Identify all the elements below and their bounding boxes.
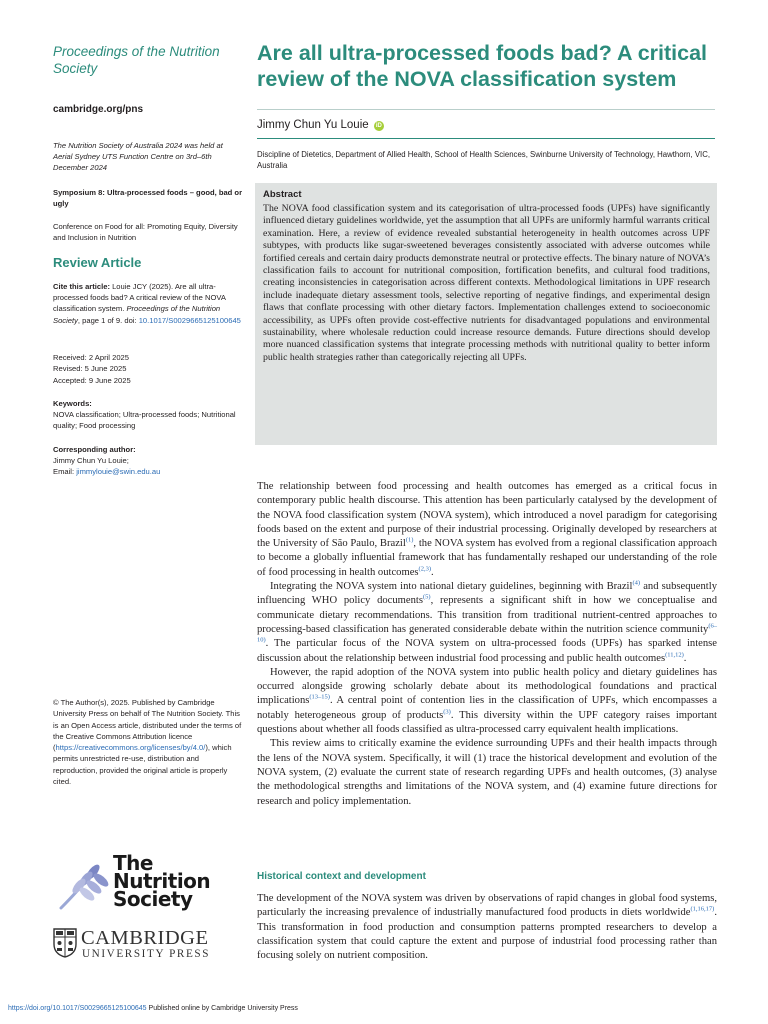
reference-link[interactable]: (3)	[443, 708, 451, 716]
nutrition-society-logo[interactable]	[57, 852, 247, 916]
corresponding-label: Corresponding author:	[53, 445, 136, 454]
p5-text-1: The development of the NOVA system was driven by observations of rapid changes in global food systems, particularly the increasing prevalence of industrially manufactured food products in diets worldwide	[257, 893, 717, 919]
p1-text-3: .	[431, 566, 434, 578]
body-paragraph-4: This review aims to critically examine the evidence surrounding UPFs and their health impacts through the lens of the NOVA system. Specifically, it will (1) trace the historical development and evolution of the NOVA system, (2) evaluate the current state of research regarding UPFs and health outcomes, (3) analyse the methodological strengths and limitations of the NOVA system, and (4) examine future directions for research and policy implementation.	[257, 738, 717, 807]
reference-link[interactable]: (1)	[405, 536, 414, 544]
cambridge-press-wordmark: UNIVERSITY PRESS	[82, 948, 211, 960]
citation-block	[53, 281, 245, 326]
nutrition-society-wordmark	[113, 851, 211, 911]
meeting-note: The Nutrition Society of Australia 2024 was held at Aerial Sydney UTS Function Centre on 3rd–6th December 2024	[53, 141, 223, 173]
article-title: Are all ultra-processed foods bad? A critical review of the NOVA classification system	[257, 41, 708, 91]
reference-link[interactable]: (1,16,17)	[690, 905, 715, 913]
conference-title: Conference on Food for all: Promoting Equity, Diversity and Inclusion in Nutrition	[53, 222, 238, 243]
citation-text: Louie JCY (2025). Are all ultra-processed foods bad? A critical review of the NOVA classification system.	[53, 282, 226, 314]
author-divider	[257, 138, 715, 139]
abstract-box	[255, 183, 717, 445]
keywords-text: NOVA classification; Ultra-processed foods; Nutritional quality; Food processing	[53, 410, 236, 431]
journal-url[interactable]: cambridge.org/pns	[53, 104, 144, 115]
citation-label: Cite this article:	[53, 282, 110, 291]
body-paragraph-3	[257, 666, 717, 737]
p5-text-2: . This transformation in food production and consumption patterns prompted researchers to develop a classification system that could capture the extent and purpose of industrial food processing rather than focusing solely on nutrient composition.	[257, 907, 717, 962]
section-heading: Historical context and development	[257, 871, 426, 882]
wheat-icon	[57, 862, 109, 912]
cambridge-wordmark: CAMBRIDGE	[81, 927, 209, 949]
email-link[interactable]: jimmylouie@swin.edu.au	[76, 467, 161, 477]
p2-text-5: .	[683, 652, 687, 664]
society-line-2: Nutrition	[113, 869, 211, 893]
license-text	[53, 697, 245, 787]
cambridge-shield-icon	[53, 928, 77, 958]
revised-date: Revised: 5 June 2025	[53, 364, 127, 374]
society-line-3: Society	[113, 887, 193, 911]
p2-text-4: . The particular focus of the NOVA system on ultra-processed foods (UPFs) has sparked intense discussion about the relationship between industrial food processing and public health outcomes	[257, 638, 717, 664]
corresponding-name: Jimmy Chun Yu Louie;	[53, 456, 129, 466]
body-paragraph-1	[257, 480, 717, 580]
license-text-after: ), which permits unrestricted re-use, distribution and reproduction, provided the original article is properly cited.	[53, 743, 232, 787]
keywords-label: Keywords:	[53, 399, 92, 408]
citation-doi-link[interactable]: 10.1017/S0029665125100645	[138, 315, 241, 325]
article-type: Review Article	[53, 255, 142, 270]
reference-link[interactable]: (6–10)	[257, 622, 717, 644]
p2-text-2: and subsequently influencing WHO policy documents	[257, 581, 717, 607]
journal-name[interactable]: Proceedings of the Nutrition Society	[53, 44, 220, 76]
footer-doi-link[interactable]: https://doi.org/10.1017/S0029665125100645	[8, 1005, 147, 1012]
symposium-title: Symposium 8: Ultra-processed foods – good, bad or ugly	[53, 188, 243, 209]
accepted-date: Accepted: 9 June 2025	[53, 375, 131, 385]
corresponding-author-block	[53, 444, 243, 478]
p3-text-1: However, the rapid adoption of the NOVA system into public health policy and dietary guidelines has occurred alongside growing scholarly debate about its methodological foundations and practical implications	[257, 666, 717, 707]
dates-block	[53, 352, 131, 386]
orcid-icon[interactable]: iD	[375, 123, 382, 129]
body-paragraph-5	[257, 892, 717, 963]
keywords-block	[53, 398, 243, 432]
reference-link[interactable]: (2,3)	[418, 565, 431, 573]
footer-text: Published online by Cambridge University Press	[146, 1005, 298, 1012]
p1-text-1: The relationship between food processing and health outcomes has emerged as a critical focus in contemporary public health discourse. This attention has been particularly catalysed by the development of the NOVA food classification system (NOVA system), which introduced a novel paradigm for categorising foods based on the extent and purpose of their industrial processing. Originally developed by researchers at the University of São Paulo, Brazil	[257, 481, 717, 550]
abstract-text: The NOVA food classification system and its categorisation of ultra-processed foods (UPFs) have significantly influenced dietary guidelines worldwide, yet the assumption that all UPFs are uniformly harmful warrants critical examination. Here, a review of evidence revealed substantial heterogeneity in health outcomes across UPF subtypes, with products like sugar-sweetened beverages consistently associated with adverse outcomes while fortified cereals and certain dairy products demonstrate neutral or protective effects. The binary nature of NOVA’s classification fails to account for nutritional composition, fortification benefits, and cultural food traditions, creating inconsistencies in categorisation across different contexts. Methodological limitations in UPF research include inadequate dietary assessment tools, selective reporting of negative findings, and experimental design flaws that conflate processing with other dietary factors. Implementation challenges extend to socioeconomic accessibility, as UPFs often provide cost-effective nutrients for disadvantaged populations and environmental sustainability, where wholesale reduction could increase resource demands. Future directions should develop more nuanced classification systems that integrate processing methods with nutritional quality to better inform public health strategies rather than categorically rejecting all UPFs.	[263, 203, 710, 363]
author-name[interactable]: Jimmy Chun Yu Louie	[257, 119, 369, 131]
citation-journal: Proceedings of the Nutrition Society	[53, 304, 221, 325]
p1-text-2: , the NOVA system has evolved from a regional classification approach to become a globally influential framework that has fundamentally reshaped our understanding of the role of food processing in health outcomes	[257, 538, 717, 578]
society-line-1: The	[113, 851, 153, 875]
license-url-link[interactable]: https://creativecommons.org/licenses/by/4.0/	[55, 743, 206, 753]
p2-text-3: , represents a significant shift in how we conceptualise and communicate dietary recommendations. This transition from traditional nutrient-centred approaches to processing-based classification has generated considerable debate within the nutrition science community	[257, 595, 717, 635]
affiliation: Discipline of Dietetics, Department of Allied Health, School of Health Sciences, Swinburne University of Technology, Hawthorn, VIC, Australia	[257, 150, 711, 171]
p3-text-3: . This diversity within the UPF category raises important questions about whether all foods classified as ultra-processed carry equivalent health implications.	[257, 709, 718, 736]
page-footer	[8, 1005, 298, 1012]
body-paragraph-2	[257, 580, 717, 666]
author-line	[257, 119, 384, 131]
abstract-heading: Abstract	[263, 189, 302, 200]
p2-text-1: Integrating the NOVA system into national dietary guidelines, beginning with Brazil	[270, 581, 633, 593]
p3-text-2: . A central point of contention lies in the classification of UPFs, which encompasses a notably heterogeneous group of products	[257, 695, 717, 721]
reference-link[interactable]: (13–15)	[309, 693, 330, 701]
cambridge-logo[interactable]	[53, 928, 243, 962]
reference-link[interactable]: (4)	[632, 579, 641, 587]
received-date: Received: 2 April 2025	[53, 353, 129, 362]
reference-link[interactable]: (11,12)	[665, 651, 684, 659]
article-body	[257, 480, 717, 809]
citation-pages: , page 1 of 9. doi:	[77, 315, 139, 325]
reference-link[interactable]: (5)	[423, 593, 431, 601]
license-text-before: © The Author(s), 2025. Published by Cambridge University Press on behalf of The Nutrition Society. This is an Open Access article, distributed under the terms of the Creative Commons Attribution licence (	[53, 698, 242, 753]
email-label: Email:	[53, 467, 77, 477]
title-divider	[257, 109, 715, 110]
